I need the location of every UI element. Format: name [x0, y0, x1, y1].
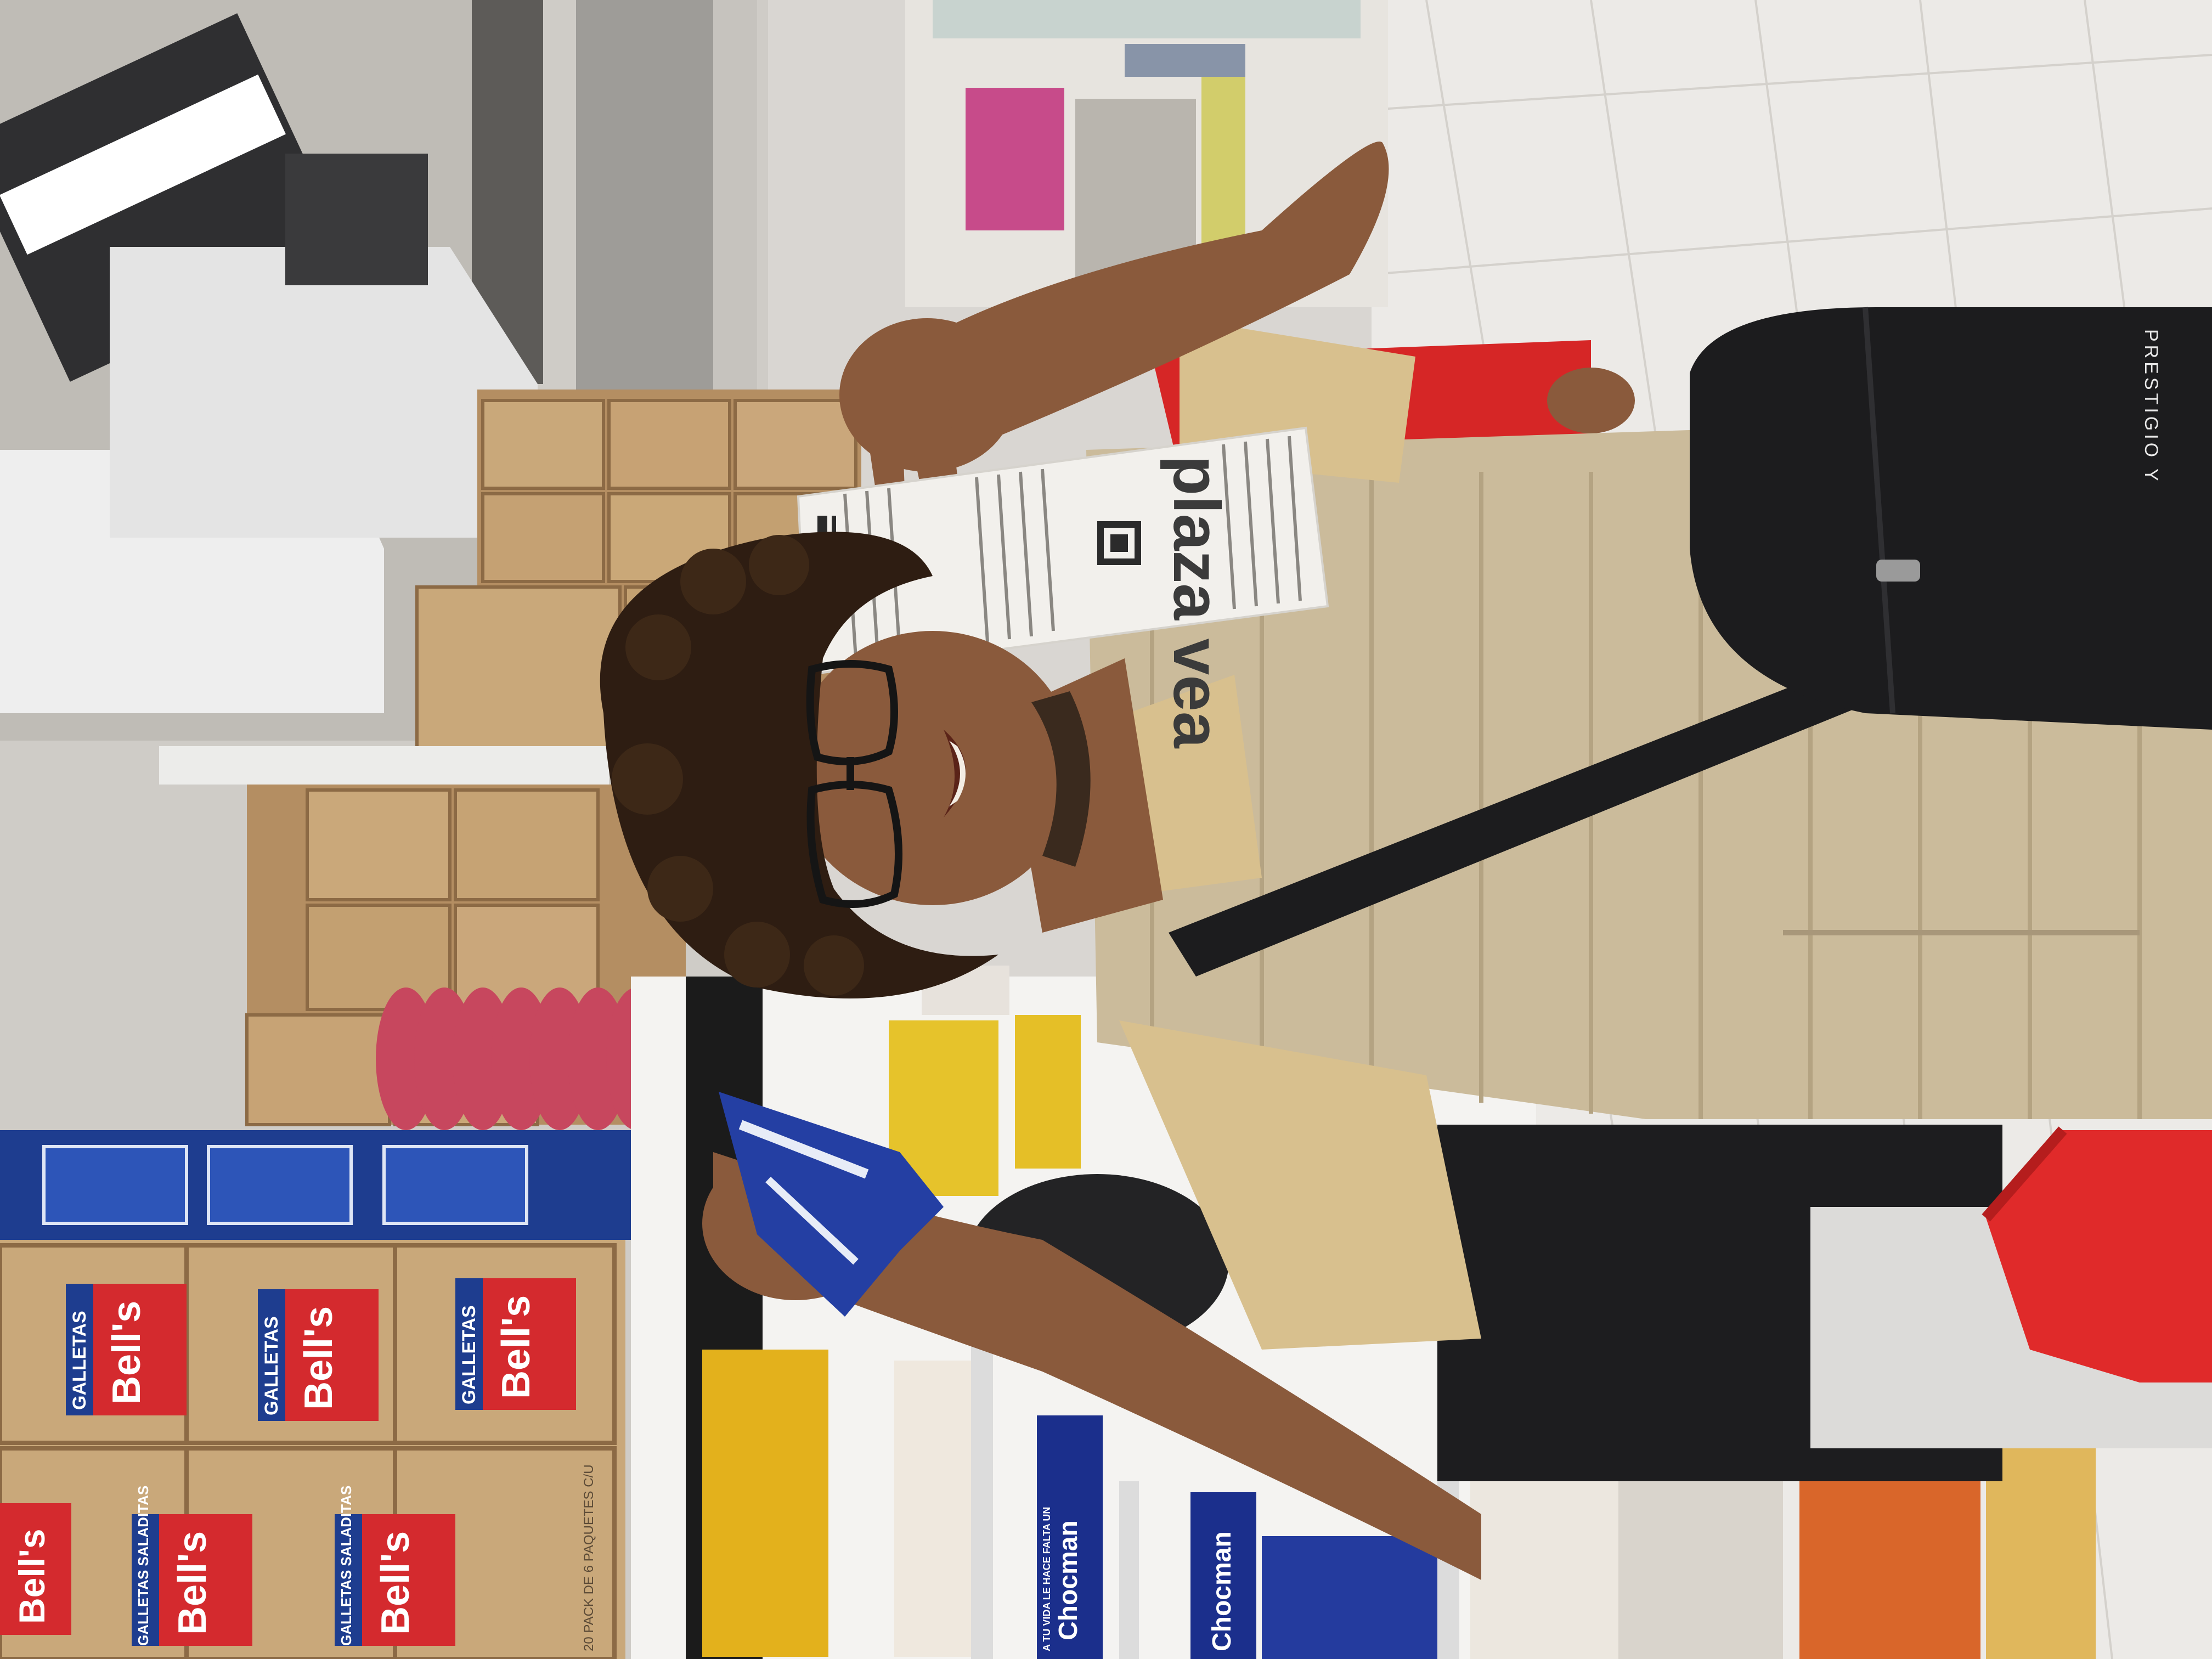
bag-brand-text: PRESTIGIO Y — [2141, 329, 2162, 484]
chocman-label-1: Chocman — [1054, 1520, 1083, 1640]
pack-text: 20 PACK DE 6 PAQUETES C/U — [582, 1464, 596, 1651]
galletas-label-2: GALLETAS — [261, 1316, 282, 1415]
saladitas-label-1: GALLETAS SALADITAS — [135, 1485, 151, 1646]
bells-logo-4: Bell's — [12, 1528, 52, 1624]
receipt-store-name: plaza vea — [1160, 455, 1233, 748]
bells-logo-3: Bell's — [494, 1295, 538, 1399]
bells-logo-5: Bell's — [171, 1531, 215, 1635]
galletas-label-1: GALLETAS — [69, 1311, 90, 1410]
bells-logo-2: Bell's — [297, 1306, 341, 1410]
galletas-label-3: GALLETAS — [459, 1305, 479, 1404]
saladitas-label-2: GALLETAS SALADITAS — [338, 1485, 354, 1646]
bells-logo-1: Bell's — [105, 1300, 149, 1404]
bells-logo-6: Bell's — [374, 1531, 417, 1635]
chocman-tagline: A TU VIDA LE HACE FALTA UN — [1041, 1506, 1052, 1651]
chocman-label-2: Chocman — [1207, 1531, 1237, 1651]
